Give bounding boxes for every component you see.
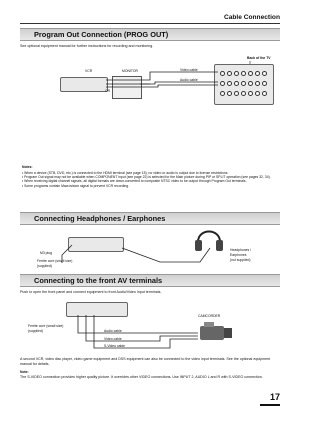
front-av-paragraph: A second VCR, video disc player, video game equipment and DSS equipment can also be connected to the video input terminals. See the optional equipment manual for details. <box>20 357 271 366</box>
or-label: OR <box>105 89 111 93</box>
note-item: • Some programs contain Macrovision signal to prevent VCR recording. <box>22 183 130 188</box>
front-video-cable-label: Video cable <box>104 337 122 341</box>
note-item: • Program Out signal may not be available when COMPONENT input (see page 22) is selected for the Main picture during PIP or SPLIT operation (see pages 32, 34). <box>22 175 271 180</box>
camcorder-label: CAMCORDER <box>198 314 221 318</box>
page-section-title: Cable Connection <box>223 14 280 21</box>
front-audio-cable-label: Audio cable <box>104 329 122 333</box>
ferrite-core-label: Ferrite core (small size) <box>37 259 73 263</box>
not-supplied-label: (not supplied) <box>230 258 251 262</box>
front-av-intro: Push to open the front panel and connect equipment to front Audio/Video Input terminals. <box>20 290 162 294</box>
section-title-front-av: Connecting to the front AV terminals <box>34 276 163 285</box>
prog-out-intro: See optional equipment manual for further instructions for recording and monitoring. <box>20 44 154 48</box>
front-ferrite-label: Ferrite core (small size) <box>28 324 64 328</box>
page-number: 17 <box>269 392 280 402</box>
video-cable-label: Video cable <box>180 68 198 72</box>
ferrite-supplied-label: (supplied) <box>37 264 52 268</box>
m3-plug-label: M3 plug <box>40 251 53 255</box>
page-number-rule <box>260 404 280 406</box>
front-note-text: The S-VIDEO connection provides higher quality picture. It overrides other VIDEO connections. Use INPUT 2, AUDIO L and R with S-VIDEO connection. <box>20 375 263 379</box>
front-svideo-cable-label: S-Video cable <box>104 344 126 348</box>
front-ferrite-supplied-label: (supplied) <box>28 329 43 333</box>
headphones-label: Headphones / <box>230 248 252 252</box>
front-note-title: Note: <box>20 370 29 374</box>
section-title-prog-out: Program Out Connection (PROG OUT) <box>34 30 169 39</box>
audio-cable-label: Audio cable <box>180 78 198 82</box>
notes-title: Notes: <box>22 165 33 169</box>
earphones-label: Earphones <box>230 253 247 257</box>
note-item: • When receiving digital channel signals, all digital formats are down-converted to composite NTSC video to be output through Program Out terminals. <box>22 179 247 184</box>
section-title-headphones: Connecting Headphones / Earphones <box>34 214 166 223</box>
note-item: • When a device (STB, DVD, etc.) is connected to the HDMI terminal (see page 15), no video or audio is output due to license restrictions. <box>22 171 229 175</box>
vcr-label: VCR <box>85 69 93 73</box>
back-of-tv-label: Back of the TV <box>247 56 271 60</box>
monitor-label: MONITOR <box>122 69 138 73</box>
